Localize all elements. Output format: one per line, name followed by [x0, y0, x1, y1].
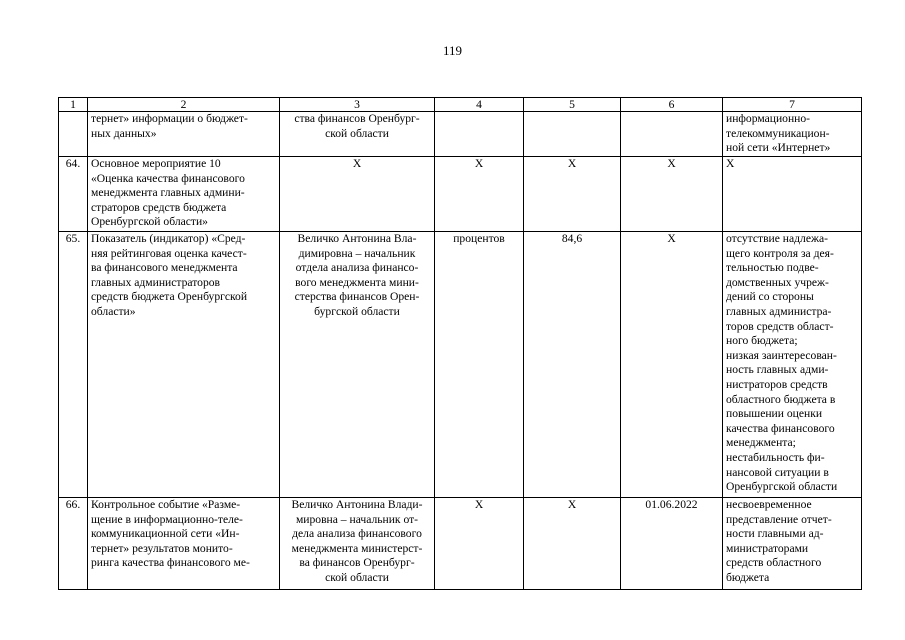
row-risks: несвоевременное представление отчет- ности главными ад- министраторами средств областного бюджета — [723, 498, 862, 590]
table-row — [59, 112, 862, 157]
table-row — [59, 232, 862, 498]
column-header: 4 — [435, 98, 524, 112]
row-unit: процентов — [435, 232, 524, 498]
column-header: 6 — [621, 98, 723, 112]
table-row — [59, 157, 862, 232]
row-description: Основное мероприятие 10 «Оценка качества финансового менеджмента главных админи- страторов средств бюджета Оренбургской области» — [88, 157, 280, 232]
column-header: 1 — [59, 98, 88, 112]
row-date — [621, 112, 723, 157]
row-number: 65. — [59, 232, 88, 498]
row-value: X — [524, 498, 621, 590]
row-value: 84,6 — [524, 232, 621, 498]
row-risks: X — [723, 157, 862, 232]
row-description: Контрольное событие «Разме- щение в информационно-теле- коммуникационной сети «Ин- тернет» результатов монито- ринга качества финансового ме- — [88, 498, 280, 590]
row-date: 01.06.2022 — [621, 498, 723, 590]
column-header: 3 — [280, 98, 435, 112]
row-responsible: Величко Антонина Вла- димировна – начальник отдела анализа финансо- вого менеджмента мини- стерства финансов Орен- бургской области — [280, 232, 435, 498]
column-header: 5 — [524, 98, 621, 112]
row-date: X — [621, 232, 723, 498]
row-responsible: Величко Антонина Влади- мировна – начальник от- дела анализа финансового менеджмента министерст- ва финансов Оренбург- ской области — [280, 498, 435, 590]
measures-table — [58, 97, 862, 590]
row-number — [59, 112, 88, 157]
page-number: 119 — [442, 43, 463, 58]
row-unit: X — [435, 157, 524, 232]
row-description: тернет» информации о бюджет- ных данных» — [88, 112, 280, 157]
column-header: 7 — [723, 98, 862, 112]
row-risks: отсутствие надлежа- щего контроля за дея- тельностью подве- домственных учреж- дений со стороны главных администра- торов средств област- ного бюджета; низкая заинтересован- ность главных адми- нистраторов средств областного бюджета в повышении оценки качества финансового менеджмента; нестабильность фи- нансовой ситуации в Оренбургской области — [723, 232, 862, 498]
row-unit — [435, 112, 524, 157]
column-header: 2 — [88, 98, 280, 112]
row-number: 64. — [59, 157, 88, 232]
row-unit: X — [435, 498, 524, 590]
row-number: 66. — [59, 498, 88, 590]
row-description: Показатель (индикатор) «Сред- няя рейтинговая оценка качест- ва финансового менеджмента главных администраторов средств бюджета Оренбургской области» — [88, 232, 280, 498]
column-number-row — [59, 98, 862, 112]
row-risks: информационно- телекоммуникацион- ной сети «Интернет» — [723, 112, 862, 157]
row-responsible: ства финансов Оренбург- ской области — [280, 112, 435, 157]
row-value — [524, 112, 621, 157]
row-value: X — [524, 157, 621, 232]
table-row — [59, 498, 862, 590]
row-date: X — [621, 157, 723, 232]
row-responsible: X — [280, 157, 435, 232]
